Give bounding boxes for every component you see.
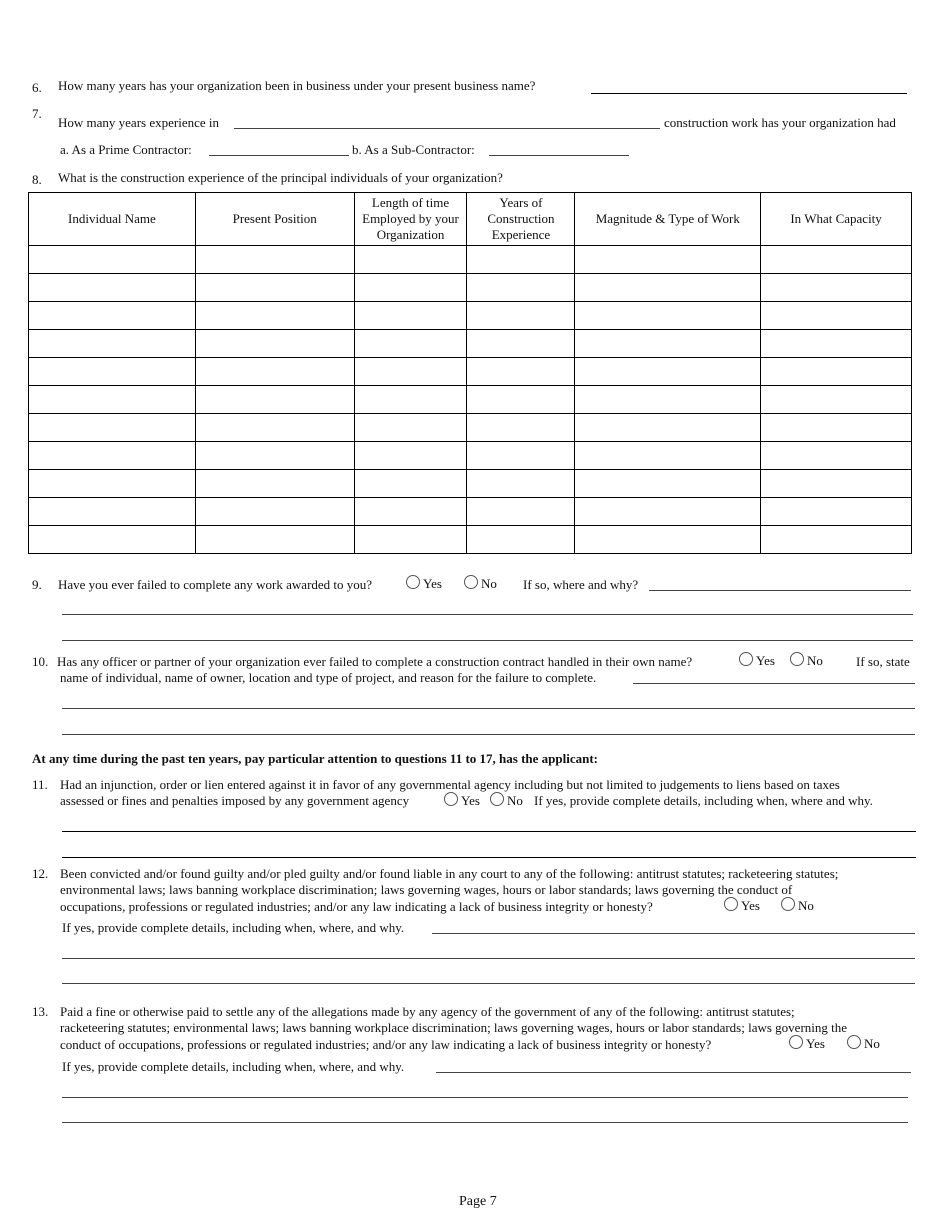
table-cell[interactable]: [575, 442, 761, 470]
table-cell[interactable]: [575, 302, 761, 330]
table-cell[interactable]: [195, 246, 354, 274]
table-cell[interactable]: [467, 358, 575, 386]
q12-yes-label: Yes: [741, 898, 760, 913]
table-cell[interactable]: [761, 414, 912, 442]
table-cell[interactable]: [29, 358, 196, 386]
table-cell[interactable]: [761, 330, 912, 358]
table-row: [29, 246, 912, 274]
q10-followup: If so, state: [856, 654, 910, 669]
table-cell[interactable]: [354, 414, 467, 442]
table-cell[interactable]: [354, 526, 467, 554]
table-cell[interactable]: [29, 414, 196, 442]
table-row: [29, 498, 912, 526]
table-cell[interactable]: [467, 470, 575, 498]
q11-yes-radio[interactable]: [444, 792, 458, 806]
q8-text: What is the construction experience of the principal individuals of your organization?: [58, 170, 503, 185]
q13-line2: racketeering statutes; environmental laws; laws banning workplace discrimination; laws governing wages, hours or labor standards; laws governing the: [60, 1020, 848, 1035]
q11-no-radio[interactable]: [490, 792, 504, 806]
q12-answer-line-2[interactable]: [62, 958, 915, 959]
table-cell[interactable]: [761, 302, 912, 330]
q13-answer-line-2[interactable]: [62, 1097, 908, 1098]
table-cell[interactable]: [29, 442, 196, 470]
q7b-answer-line[interactable]: [489, 155, 629, 156]
q9-yes-radio[interactable]: [406, 575, 420, 589]
q12-yes-radio[interactable]: [724, 897, 738, 911]
q12-yes-option[interactable]: [724, 897, 760, 914]
q9-no-radio[interactable]: [464, 575, 478, 589]
q13-line3: conduct of occupations, professions or regulated industries; and/or any law indicating a lack of business integrity or honesty?: [60, 1037, 712, 1052]
table-cell[interactable]: [761, 470, 912, 498]
q12-followup: If yes, provide complete details, including when, where, and why.: [62, 920, 405, 935]
table-cell[interactable]: [761, 386, 912, 414]
table-cell[interactable]: [467, 526, 575, 554]
table-cell[interactable]: [575, 274, 761, 302]
table-cell[interactable]: [195, 414, 354, 442]
table-cell[interactable]: [467, 414, 575, 442]
table-header-row: [29, 193, 912, 246]
table-cell[interactable]: [761, 358, 912, 386]
table-cell[interactable]: [575, 470, 761, 498]
q11-yes-option[interactable]: [444, 792, 480, 809]
table-cell[interactable]: [761, 246, 912, 274]
q9-number: 9.: [32, 577, 42, 592]
col-present-position: Present Position: [195, 193, 354, 246]
table-cell[interactable]: [575, 330, 761, 358]
q13-no-label: No: [864, 1036, 880, 1051]
table-cell[interactable]: [761, 498, 912, 526]
table-cell[interactable]: [467, 498, 575, 526]
table-cell[interactable]: [354, 330, 467, 358]
q10-yes-label: Yes: [756, 653, 775, 668]
q10-answer-line-3[interactable]: [62, 734, 915, 735]
table-cell[interactable]: [354, 302, 467, 330]
q13-no-radio[interactable]: [847, 1035, 861, 1049]
table-cell[interactable]: [195, 330, 354, 358]
table-row: [29, 302, 912, 330]
q13-answer-line-1[interactable]: [436, 1072, 911, 1073]
table-cell[interactable]: [575, 358, 761, 386]
q13-number: 13.: [32, 1004, 49, 1019]
q12-line2: environmental laws; laws banning workplace discrimination; laws governing wages, hours or labor standards; laws governing the conduct of: [60, 882, 793, 897]
table-cell[interactable]: [354, 274, 467, 302]
section-heading: At any time during the past ten years, pay particular attention to questions 11 to 17, has the applicant:: [32, 751, 599, 766]
q10-answer-line-2[interactable]: [62, 708, 915, 709]
q11-no-label: No: [507, 793, 523, 808]
q11-yes-label: Yes: [461, 793, 480, 808]
q7a-answer-line[interactable]: [209, 155, 349, 156]
q12-no-radio[interactable]: [781, 897, 795, 911]
table-cell[interactable]: [354, 498, 467, 526]
table-cell[interactable]: [195, 498, 354, 526]
table-cell[interactable]: [761, 526, 912, 554]
experience-table: [28, 192, 912, 554]
q12-line1: Been convicted and/or found guilty and/or pled guilty and/or found liable in any court to any of the following: antitrust statutes; racketeering statutes;: [60, 866, 839, 881]
col-length-employed: Length of time Employed by your Organization: [354, 193, 467, 246]
table-cell[interactable]: [195, 302, 354, 330]
table-cell[interactable]: [29, 246, 196, 274]
table-row: [29, 526, 912, 554]
q10-yes-radio[interactable]: [739, 652, 753, 666]
q10-line2: name of individual, name of owner, location and type of project, and reason for the failure to complete.: [60, 670, 597, 685]
table-row: [29, 330, 912, 358]
table-cell[interactable]: [575, 414, 761, 442]
q10-text: Has any officer or partner of your organization ever failed to complete a construction contract handled in their own name?: [57, 654, 693, 669]
table-row: [29, 470, 912, 498]
table-cell[interactable]: [195, 358, 354, 386]
table-cell[interactable]: [195, 470, 354, 498]
col-years-experience: Years of Construction Experience: [467, 193, 575, 246]
col-individual-name: Individual Name: [29, 193, 196, 246]
table-row: [29, 274, 912, 302]
table-cell[interactable]: [467, 246, 575, 274]
q9-no-label: No: [481, 576, 497, 591]
q12-number: 12.: [32, 866, 49, 881]
q8-number: 8.: [32, 172, 42, 187]
table-cell[interactable]: [29, 386, 196, 414]
q13-answer-line-3[interactable]: [62, 1122, 908, 1123]
table-cell[interactable]: [29, 302, 196, 330]
q9-no-option[interactable]: [464, 575, 497, 592]
q12-answer-line-1[interactable]: [432, 933, 915, 934]
col-capacity: In What Capacity: [761, 193, 912, 246]
table-cell[interactable]: [575, 498, 761, 526]
q7-suffix: construction work has your organization had: [664, 115, 896, 130]
q9-text: Have you ever failed to complete any work awarded to you?: [58, 577, 373, 592]
q12-no-option[interactable]: [781, 897, 814, 914]
page-number: Page 7: [459, 1194, 497, 1209]
q9-answer-line-3[interactable]: [62, 640, 913, 641]
table-cell[interactable]: [575, 386, 761, 414]
table-cell[interactable]: [467, 442, 575, 470]
q10-no-option[interactable]: [790, 652, 823, 669]
table-cell[interactable]: [761, 274, 912, 302]
q9-answer-line-2[interactable]: [62, 614, 913, 615]
table-cell[interactable]: [195, 386, 354, 414]
q7-prefix: How many years experience in: [58, 115, 219, 130]
q9-yes-label: Yes: [423, 576, 442, 591]
table-cell[interactable]: [29, 470, 196, 498]
q11-answer-line-1[interactable]: [62, 831, 916, 832]
q12-answer-line-3[interactable]: [62, 983, 915, 984]
q6-number: 6.: [32, 80, 42, 95]
table-cell[interactable]: [467, 386, 575, 414]
table-cell[interactable]: [761, 442, 912, 470]
table-row: [29, 442, 912, 470]
q13-yes-radio[interactable]: [789, 1035, 803, 1049]
q11-line1: Had an injunction, order or lien entered against it in favor of any governmental agency including but not limited to judgements to liens based on taxes: [60, 777, 840, 792]
q7-type-line[interactable]: [234, 128, 660, 129]
col-magnitude-type: Magnitude & Type of Work: [575, 193, 761, 246]
q7b-label: b. As a Sub-Contractor:: [352, 142, 475, 157]
q13-followup: If yes, provide complete details, including when, where, and why.: [62, 1059, 405, 1074]
table-row: [29, 386, 912, 414]
q7a-label: a. As a Prime Contractor:: [60, 142, 192, 157]
q10-no-radio[interactable]: [790, 652, 804, 666]
q11-no-option[interactable]: [490, 792, 523, 809]
table-cell[interactable]: [29, 526, 196, 554]
table-row: [29, 358, 912, 386]
table-cell[interactable]: [195, 526, 354, 554]
q6-answer-line[interactable]: [591, 93, 907, 94]
q13-no-option[interactable]: [847, 1035, 880, 1052]
table-cell[interactable]: [575, 526, 761, 554]
q10-yes-option[interactable]: [739, 652, 775, 669]
q10-no-label: No: [807, 653, 823, 668]
table-row: [29, 414, 912, 442]
q11-followup: If yes, provide complete details, including when, where and why.: [534, 793, 873, 808]
table-cell[interactable]: [29, 498, 196, 526]
table-cell[interactable]: [195, 274, 354, 302]
q12-line3: occupations, professions or regulated industries; and/or any law indicating a lack of business integrity or honesty?: [60, 899, 653, 914]
q12-no-label: No: [798, 898, 814, 913]
table-cell[interactable]: [29, 274, 196, 302]
table-cell[interactable]: [467, 302, 575, 330]
q9-answer-line-1[interactable]: [649, 590, 911, 591]
table-cell[interactable]: [575, 246, 761, 274]
q13-line1: Paid a fine or otherwise paid to settle any of the allegations made by any agency of the government of any of the following: antitrust statutes;: [60, 1004, 795, 1019]
table-cell[interactable]: [354, 470, 467, 498]
q11-answer-line-2[interactable]: [62, 857, 916, 858]
q11-number: 11.: [32, 777, 48, 792]
table-cell[interactable]: [354, 386, 467, 414]
table-cell[interactable]: [354, 442, 467, 470]
q9-followup: If so, where and why?: [523, 577, 639, 592]
table-cell[interactable]: [195, 442, 354, 470]
table-cell[interactable]: [467, 274, 575, 302]
q10-answer-line-1[interactable]: [633, 683, 915, 684]
table-cell[interactable]: [354, 358, 467, 386]
q7-number: 7.: [32, 106, 42, 121]
q6-text: How many years has your organization been in business under your present business name?: [58, 78, 536, 93]
table-cell[interactable]: [354, 246, 467, 274]
q11-line2: assessed or fines and penalties imposed by any government agency: [60, 793, 410, 808]
table-cell[interactable]: [467, 330, 575, 358]
q13-yes-option[interactable]: [789, 1035, 825, 1052]
q9-yes-option[interactable]: [406, 575, 442, 592]
q13-yes-label: Yes: [806, 1036, 825, 1051]
table-cell[interactable]: [29, 330, 196, 358]
q10-number: 10.: [32, 654, 49, 669]
